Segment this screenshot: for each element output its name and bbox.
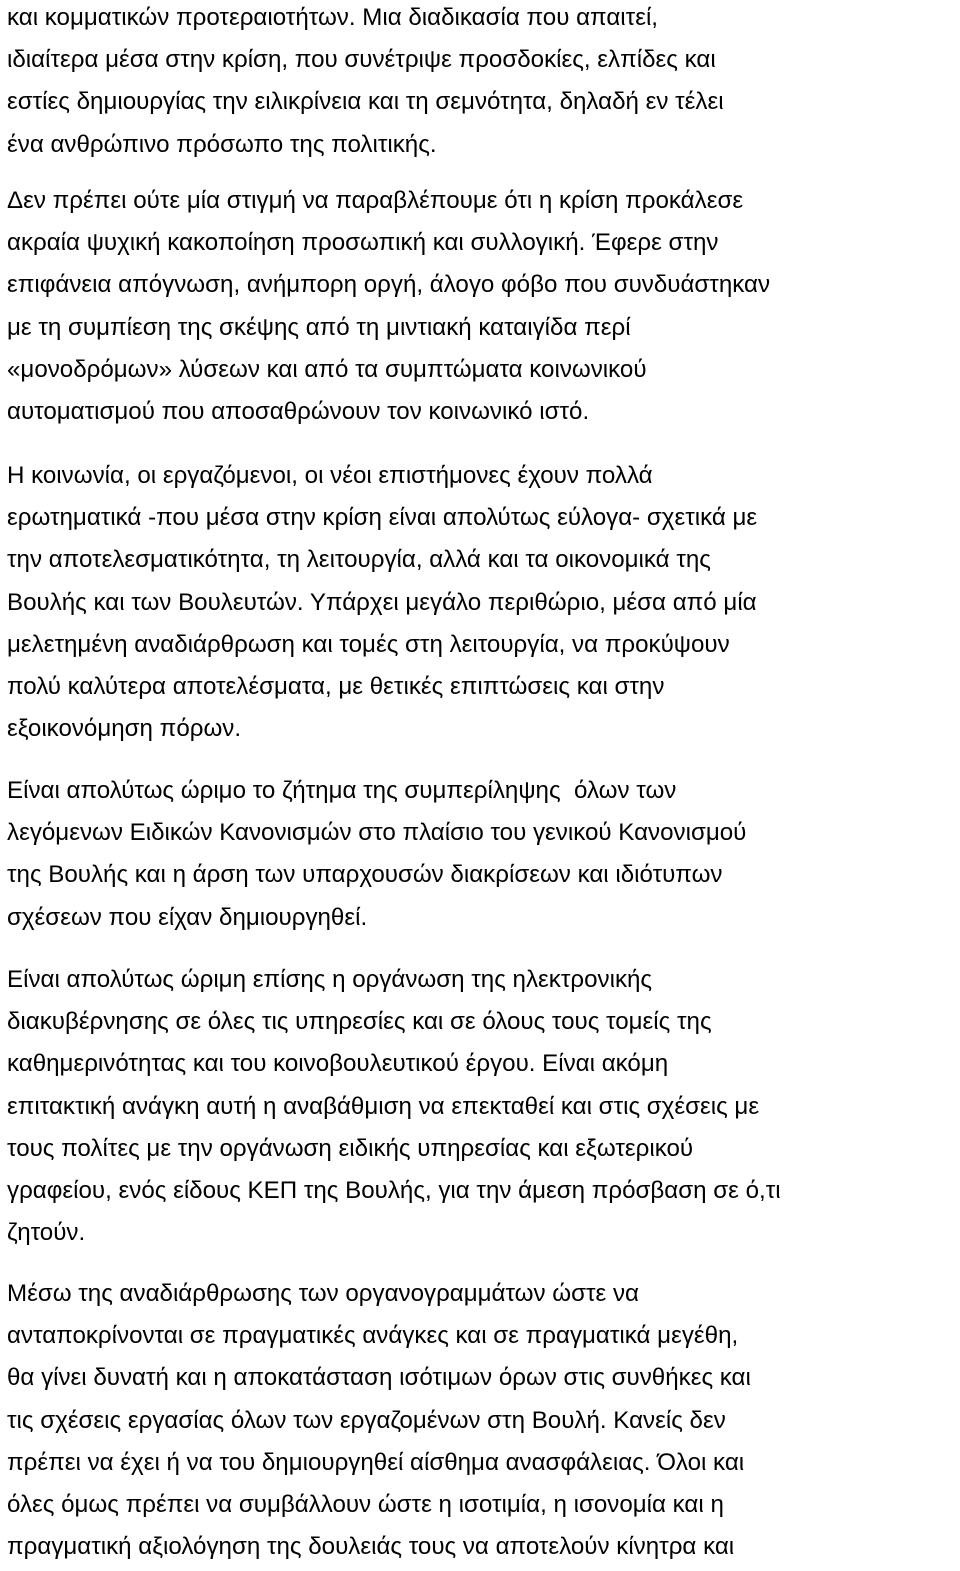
text-line: τους πολίτες με την οργάνωση ειδικής υπηρεσίας και εξωτερικού — [7, 1134, 694, 1162]
text-line: λεγόμενων Ειδικών Κανονισμών στο πλαίσιο του γενικού Κανονισμού — [7, 819, 747, 847]
text-line: αυτοματισμού που αποσαθρώνουν τον κοινωνικό ιστό. — [7, 397, 590, 425]
text-line: μελετημένη αναδιάρθρωση και τομές στη λειτουργία, να προκύψουν — [7, 630, 730, 658]
paragraph-5 — [7, 959, 960, 1254]
text-line: Βουλής και των Βουλευτών. Υπάρχει μεγάλο περιθώριο, μέσα από μία — [7, 588, 757, 616]
text-line: της Βουλής και η άρση των υπαρχουσών διακρίσεων και ιδιότυπων — [7, 861, 723, 889]
text-line: όλες όμως πρέπει να συμβάλλουν ώστε η ισοτιμία, η ισονομία και η — [7, 1490, 724, 1518]
text-line: Η κοινωνία, οι εργαζόμενοι, οι νέοι επιστήμονες έχουν πολλά — [7, 462, 653, 489]
paragraph-2 — [7, 180, 960, 433]
text-line: Είναι απολύτως ώριμη επίσης η οργάνωση της ηλεκτρονικής — [7, 966, 653, 993]
text-line: τις σχέσεις εργασίας όλων των εργαζομένων στη Βουλή. Κανείς δεν — [7, 1406, 726, 1434]
text-line: Δεν πρέπει ούτε μία στιγμή να παραβλέπουμε ότι η κρίση προκάλεσε — [7, 187, 744, 214]
paragraph-4 — [7, 770, 960, 939]
text-line: την αποτελεσματικότητα, τη λειτουργία, αλλά και τα οικονομικά της — [7, 546, 711, 574]
paragraph-1 — [7, 0, 960, 166]
text-line: πρέπει να έχει ή να του δημιουργηθεί αίσθημα ανασφάλειας. Όλοι και — [7, 1448, 745, 1476]
text-line: γραφείου, ενός είδους ΚΕΠ της Βουλής, για την άμεση πρόσβαση σε ό,τι — [7, 1176, 781, 1204]
text-line: ζητούν. — [7, 1219, 86, 1247]
text-line: επιτακτική ανάγκη αυτή η αναβάθμιση να επεκταθεί και στις σχέσεις με — [7, 1092, 760, 1120]
text-line: εστίες δημιουργίας την ειλικρίνεια και τη σεμνότητα, δηλαδή εν τέλει — [7, 88, 724, 116]
text-line: ακραία ψυχική κακοποίηση προσωπική και συλλογική. Έφερε στην — [7, 229, 719, 257]
text-line: «μονοδρόμων» λύσεων και από τα συμπτώματα κοινωνικού — [7, 355, 647, 383]
text-line: σχέσεων που είχαν δημιουργηθεί. — [7, 903, 368, 931]
text-line: εξοικονόμηση πόρων. — [7, 715, 242, 743]
text-line: πραγματική αξιολόγηση της δουλειάς τους να αποτελούν κίνητρα και — [7, 1533, 735, 1561]
text-line: πολύ καλύτερα αποτελέσματα, με θετικές επιπτώσεις και στην — [7, 672, 665, 700]
text-line: με τη συμπίεση της σκέψης από τη μιντιακή καταιγίδα περί — [7, 313, 631, 341]
text-line: επιφάνεια απόγνωση, ανήμπορη οργή, άλογο φόβο που συνδυάστηκαν — [7, 271, 771, 299]
text-line: ένα ανθρώπινο πρόσωπο της πολιτικής. — [7, 130, 437, 158]
paragraph-6 — [7, 1273, 960, 1568]
text-line: ερωτηματικά -που μέσα στην κρίση είναι απολύτως εύλογα- σχετικά με — [7, 504, 758, 532]
text-line: θα γίνει δυνατή και η αποκατάσταση ισότιμων όρων στις συνθήκες και — [7, 1364, 751, 1392]
text-line: Είναι απολύτως ώριμο το ζήτημα της συμπερίληψης όλων των — [7, 777, 677, 804]
paragraph-3 — [7, 455, 960, 750]
text-line: Μέσω της αναδιάρθρωσης των οργανογραμμάτων ώστε να — [7, 1280, 639, 1307]
text-line: ανταποκρίνονται σε πραγματικές ανάγκες και σε πραγματικά μεγέθη, — [7, 1322, 739, 1350]
text-line: και κομματικών προτεραιοτήτων. Μια διαδικασία που απαιτεί, — [7, 4, 659, 31]
text-line: διακυβέρνησης σε όλες τις υπηρεσίες και σε όλους τους τομείς της — [7, 1008, 712, 1036]
text-line: ιδιαίτερα μέσα στην κρίση, που συνέτριψε προσδοκίες, ελπίδες και — [7, 46, 716, 74]
text-line: καθημερινότητας και του κοινοβουλευτικού έργου. Είναι ακόμη — [7, 1050, 669, 1078]
